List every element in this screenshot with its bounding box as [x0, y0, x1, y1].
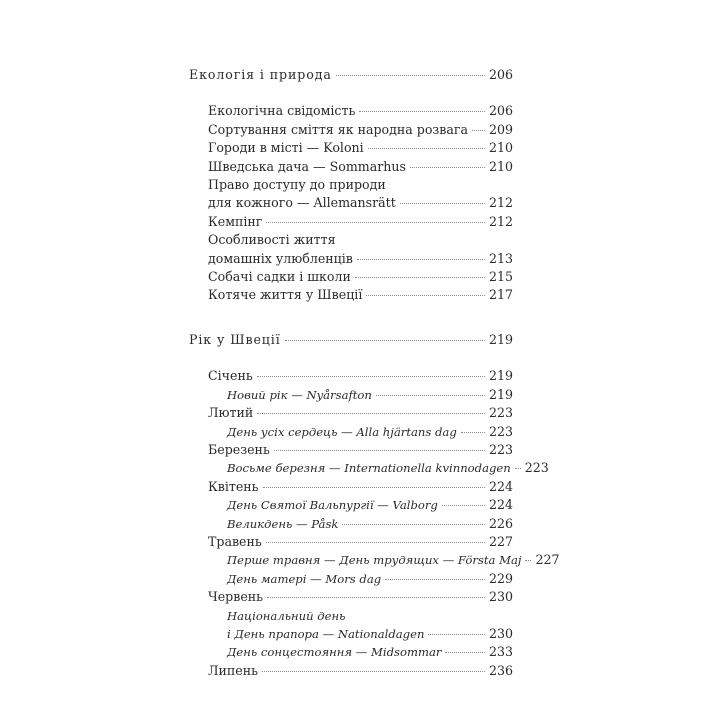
toc-entry [189, 176, 513, 194]
dot-leader [376, 395, 485, 396]
toc-entry [189, 551, 560, 569]
page-number: 213 [488, 250, 513, 266]
toc-entry [189, 625, 513, 643]
section-heading [189, 66, 513, 84]
dot-leader [285, 340, 485, 341]
toc-entry [189, 268, 513, 286]
dot-leader [442, 505, 485, 506]
toc-entry [189, 102, 513, 120]
toc-entry [189, 158, 513, 176]
dot-leader [357, 259, 485, 260]
page-number: 227 [488, 533, 513, 549]
dot-leader [410, 167, 485, 168]
entry-title: Особливості життя [208, 232, 336, 248]
toc-entry [189, 533, 513, 551]
toc-entry [189, 286, 513, 304]
toc-entry [189, 250, 513, 268]
table-of-contents [189, 66, 560, 680]
entry-title: Екологічна свідомість [208, 103, 356, 119]
page-number: 215 [488, 269, 513, 285]
page-number: 212 [488, 195, 513, 211]
page-number: 236 [488, 662, 513, 678]
page-number: 217 [488, 287, 513, 303]
entry-title: Червень [208, 589, 264, 605]
dot-leader [368, 148, 485, 149]
entry-title: Собачі садки і школи [208, 269, 351, 285]
toc-entry [189, 441, 513, 459]
entry-title: Право доступу до природи [208, 177, 386, 193]
page-number: 226 [488, 515, 513, 531]
entry-title: День матері — Mors dag [227, 571, 382, 586]
entry-title: День сонцестояння — Midsommar [227, 645, 442, 660]
toc-entry [189, 139, 513, 157]
entry-title: Національний день [227, 608, 346, 623]
entry-title: Березень [208, 441, 270, 457]
dot-leader [355, 277, 485, 278]
toc-entry [189, 194, 513, 212]
entry-title: Травень [208, 533, 262, 549]
toc-entry [189, 478, 513, 496]
page-number: 230 [488, 589, 513, 605]
toc-entry [189, 231, 513, 249]
dot-leader [257, 376, 485, 377]
page-number: 219 [488, 386, 513, 402]
toc-entry [189, 213, 513, 231]
dot-leader [385, 579, 485, 580]
page-number: 219 [488, 368, 513, 384]
toc-entry [189, 662, 513, 680]
dot-leader [515, 468, 521, 469]
section-title: Рік у Швеції [189, 331, 281, 347]
entry-title: для кожного — Allemansrätt [208, 195, 396, 211]
toc-entry [189, 588, 513, 606]
entry-title: Восьме березня — Internationella kvinnodagen [227, 461, 511, 476]
page-number: 212 [488, 213, 513, 229]
entry-title: Сортування сміття як народна розвага [208, 121, 468, 137]
entry-title: Перше травня — День трудящих — Första Maj [227, 553, 522, 568]
dot-leader [342, 524, 485, 525]
entry-title: День Святої Вальпургії — Valborg [227, 498, 438, 513]
dot-leader [472, 130, 485, 131]
dot-leader [267, 597, 485, 598]
dot-leader [266, 222, 485, 223]
page-number: 219 [488, 331, 513, 347]
page-number: 223 [488, 423, 513, 439]
dot-leader [359, 111, 485, 112]
dot-leader [274, 450, 485, 451]
toc-entry [189, 367, 513, 385]
entry-title: День усіх сердець — Alla hjärtans dag [227, 424, 457, 439]
toc-entry [189, 643, 513, 661]
dot-leader [257, 413, 485, 414]
dot-leader [262, 671, 485, 672]
section-spacer [189, 84, 513, 102]
section-heading [189, 331, 513, 349]
entry-title: домашніх улюбленців [208, 250, 353, 266]
page-number: 210 [488, 158, 513, 174]
entry-title: Лютий [208, 405, 254, 421]
toc-entry [189, 459, 549, 477]
page-number: 210 [488, 140, 513, 156]
entry-title: Новий рік — Nyårsafton [227, 387, 372, 402]
page-number: 229 [488, 570, 513, 586]
page-number: 209 [488, 121, 513, 137]
entry-title: Котяче життя у Швеції [208, 287, 363, 303]
dot-leader [263, 487, 485, 488]
toc-entry [189, 404, 513, 422]
section-title: Екологія і природа [189, 67, 332, 82]
page-number: 224 [488, 478, 513, 494]
toc-entry [189, 496, 513, 514]
dot-leader [525, 560, 531, 561]
toc-entry [189, 121, 513, 139]
toc-entry [189, 515, 513, 533]
toc-entry [189, 607, 513, 625]
toc-entry [189, 386, 513, 404]
page-number: 206 [488, 103, 513, 119]
toc-entry [189, 570, 513, 588]
dot-leader [266, 542, 485, 543]
page-number: 230 [488, 625, 513, 641]
entry-title: Липень [208, 662, 258, 678]
page-number: 223 [488, 441, 513, 457]
dot-leader [366, 295, 485, 296]
entry-title: Шведська дача — Sommarhus [208, 158, 406, 174]
page-number: 223 [488, 405, 513, 421]
entry-title: і День прапора — Nationaldagen [227, 626, 425, 641]
dot-leader [336, 75, 485, 76]
page-number: 206 [488, 67, 513, 82]
section-spacer [189, 349, 513, 367]
entry-title: Квітень [208, 478, 259, 494]
entry-title: Кемпінг [208, 213, 263, 229]
dot-leader [461, 432, 485, 433]
entry-title: Великдень — Påsk [227, 516, 339, 531]
section-spacer [189, 305, 513, 331]
entry-title: Січень [208, 368, 253, 384]
entry-title: Городи в місті — Koloni [208, 140, 364, 156]
page-number: 227 [535, 552, 560, 568]
dot-leader [445, 652, 485, 653]
page-number: 223 [524, 460, 549, 476]
toc-entry [189, 423, 513, 441]
page-number: 233 [488, 644, 513, 660]
dot-leader [428, 634, 485, 635]
page-number: 224 [488, 497, 513, 513]
dot-leader [400, 203, 485, 204]
